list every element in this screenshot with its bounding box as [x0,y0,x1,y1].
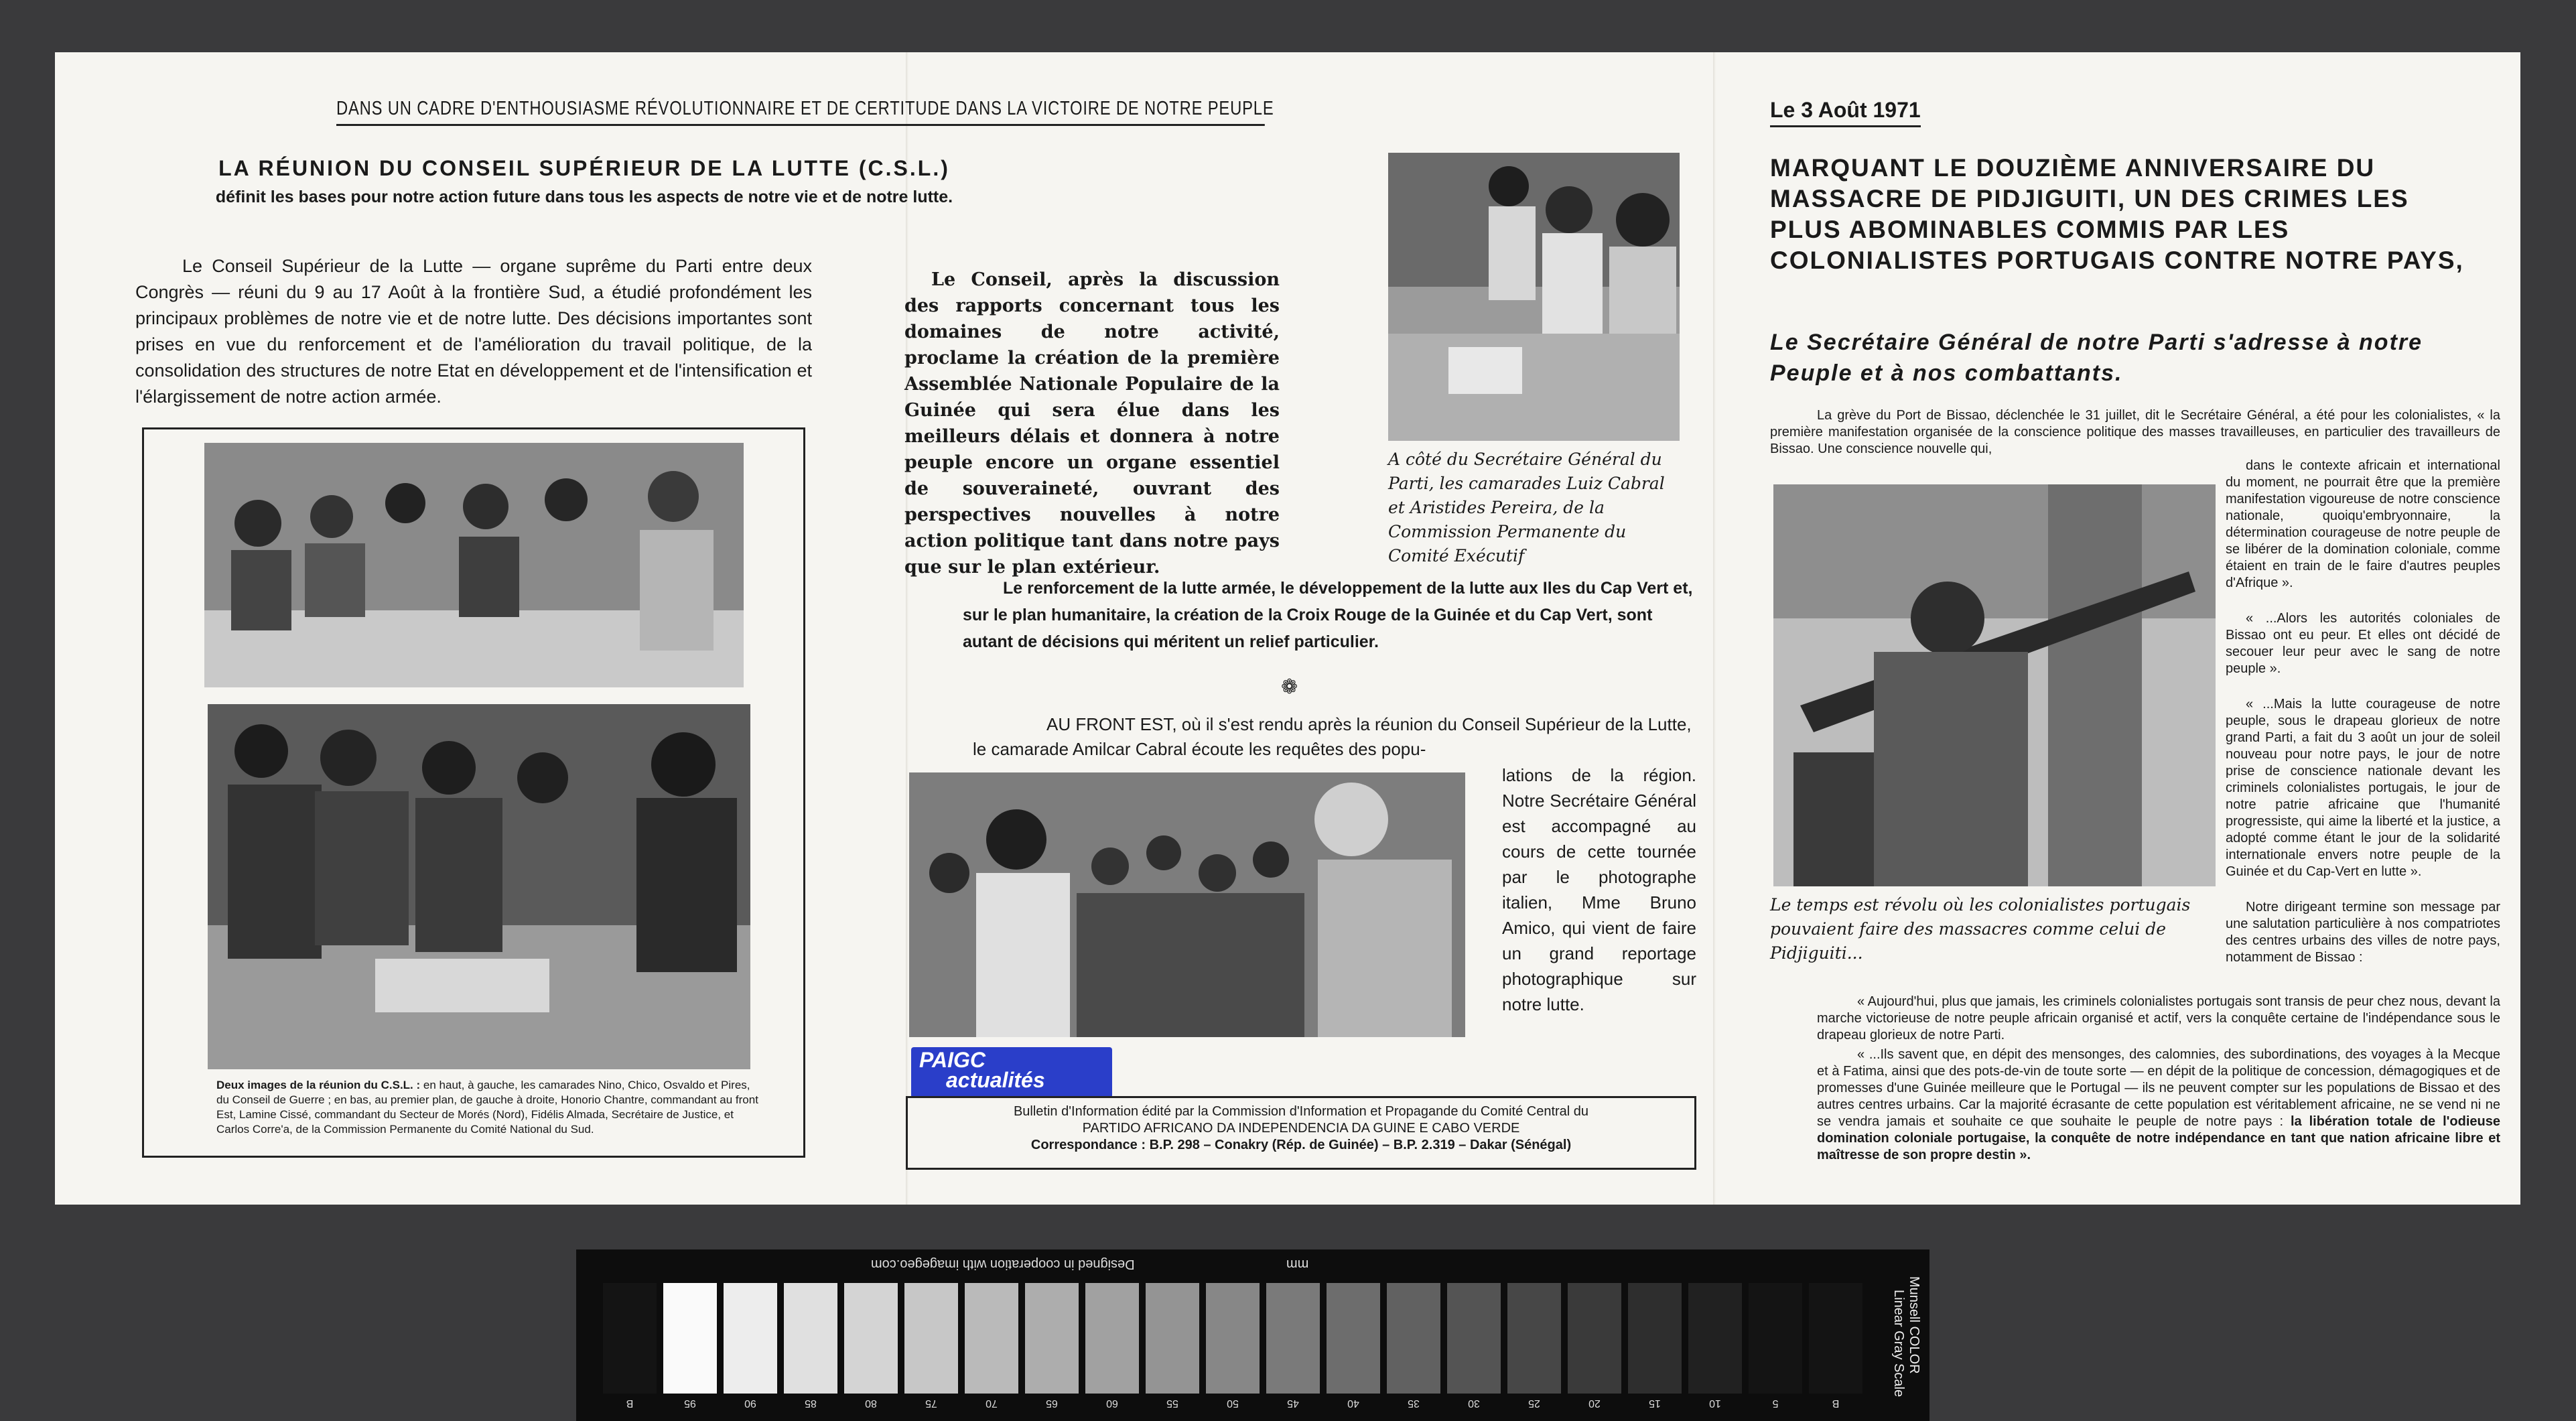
gray-scale-credit: Designed in cooperation with imagegeo.com [871,1257,1135,1272]
gray-swatch [1568,1283,1621,1394]
gray-swatch [1809,1283,1862,1394]
gray-scale-label: 65 [1046,1398,1058,1409]
photo-caption-left [216,1078,759,1137]
article-title: LA RÉUNION DU CONSEIL SUPÉRIEUR DE LA LUTTE (C.S.L.) [218,156,950,180]
fold-line [1713,52,1716,1205]
front-est-photo [909,772,1465,1037]
banner-heading: DANS UN CADRE D'ENTHOUSIASME RÉVOLUTIONNAIRE ET DE CERTITUDE DANS LA VICTOIRE DE NOTRE PEUPLE [336,98,1265,126]
gray-swatch [603,1283,657,1394]
ornament-icon: ❁ [1281,675,1298,699]
gray-swatch [1146,1283,1199,1394]
fold-line [906,52,908,1205]
gray-scale-label: 95 [684,1398,696,1409]
combatant-photo [1773,484,2216,886]
right-column-p3: « ...Mais la lutte courageuse de notre peuple, sous le drapeau glorieux de notre grand Parti, a fait du 3 août un jour de soleil nouveau pour notre pays, le jour de notre prise de conscience nationale devant les criminels colonialistes portugais, le jour de notre patrie africaine que l'humanité progressiste, qui aime la liberté et la justice, a adopté comme étant le jour de la solidarité internationale envers notre peuple de la Guinée et du Cap-Vert en lutte ». [2226,697,2500,879]
gray-swatch [663,1283,717,1394]
quote-2 [1817,1046,2500,1164]
gray-swatch [965,1283,1018,1394]
gray-scale-label: 5 [1772,1398,1779,1409]
right-column-p2: « ...Alors les autorités coloniales de Bissao ont eu peur. Et elles ont décidé de secouer leur peur avec le sang de notre peuple ». [2226,611,2500,676]
secretary-photo-caption: A côté du Secrétaire Général du Parti, les camarades Luiz Cabral et Aristides Pereira, de la Commission Permanente du Comité Exécutif [1388,450,1665,565]
gray-swatch [1688,1283,1742,1394]
gray-scale-label: 75 [925,1398,937,1409]
gray-scale-label: 20 [1588,1398,1601,1409]
munsell-brand-name: Munsell COLOR [1907,1276,1921,1374]
article-date: Le 3 Août 1971 [1770,98,1921,127]
photo-frame [142,427,805,1158]
caption-body: en haut, à gauche, les camarades Nino, Chico, Osvaldo et Pires, du Conseil de Guerre ; en bas, au premier plan, de gauche à droite, Honorio Chantre, commandant au front Est, Lamine Cissé, commandant du Secteur de Morés (Nord), Fidélis Almada, Secrétaire de Justice, et Carlos Corre'a, de la Commission Permanente du Comité National du Sud. [216,1079,758,1136]
gray-scale-label: 60 [1106,1398,1118,1409]
intro-paragraph: Le Conseil Supérieur de la Lutte — organe suprême du Parti entre deux Congrès — réuni du 9 au 17 Août à la frontière Sud, a étudié profondément les principaux problèmes de notre vie et de notre lutte. Des décisions importantes sont prises en vue du renforcement et de l'amélioration du travail politique, de la consolidation des structures de notre Etat en développement et de l'intensification et l'élargissement de notre action armée. [135,256,812,407]
gray-scale-unit: mm [1286,1257,1309,1272]
munsell-brand [1881,1276,1921,1410]
gray-swatch [1507,1283,1561,1394]
gray-scale-label: 25 [1528,1398,1540,1409]
meeting-photo-top [204,443,744,687]
quote-1: « Aujourd'hui, plus que jamais, les criminels colonialistes portugais sont transis de peur chez nous, devant la marche victorieuse de notre peuple africain organisé et actif, vers la conquête certaine de l'indépendance sous le drapeau glorieux de notre Parti. [1817,994,2500,1042]
bulletin-line2: PARTIDO AFRICANO DA INDEPENDENCIA DA GUINE E CABO VERDE [1082,1121,1520,1136]
document-page [55,52,2520,1205]
gray-swatch [784,1283,837,1394]
combatant-photo-caption: Le temps est révolu où les colonialistes portugais pouvaient faire des massacres comme celui de Pidjiguiti... [1770,895,2191,963]
gray-swatch [1749,1283,1802,1394]
gray-swatch [1085,1283,1139,1394]
gray-scale-labels [603,1397,1862,1409]
right-column-p1: dans le contexte africain et international du moment, ne pourrait être que la première manifestation vigoureuse de notre conscience nationale, quoiqu'embryonnaire, la détermination courageuse de notre peuple de se libérer de la domination coloniale, comme étaient en train de le faire d'autres peuples d'Afrique ». [2226,458,2500,590]
gray-swatch [1206,1283,1260,1394]
secretary-photo [1388,153,1680,441]
article-subtitle: définit les bases pour notre action future dans tous les aspects de notre vie et de notre lutte. [215,188,953,206]
gray-scale-label: 55 [1166,1398,1178,1409]
gray-scale-label: 85 [805,1398,817,1409]
gray-scale-label: B [1832,1398,1840,1409]
gray-scale-label: 45 [1287,1398,1299,1409]
gray-scale-label: 70 [986,1398,998,1409]
munsell-product: Linear Gray Scale [1891,1290,1906,1398]
paigc-logo [911,1047,1112,1098]
gray-swatch [724,1283,777,1394]
gray-swatch [1387,1283,1440,1394]
gray-swatch [1447,1283,1501,1394]
caption-lead: Deux images de la réunion du C.S.L. : [216,1079,421,1091]
right-article-title: MARQUANT LE DOUZIÈME ANNIVERSAIRE DU MASSACRE DE PIDJIGUITI, UN DES CRIMES LES PLUS ABOMINABLES COMMIS PAR LES COLONIALISTES PORTUGAIS CONTRE NOTRE PAYS, [1770,154,2464,274]
gray-swatches [603,1283,1862,1394]
gray-swatch [1025,1283,1079,1394]
gray-scale-label: 80 [865,1398,877,1409]
gray-scale-label: 90 [744,1398,756,1409]
bulletin-line1: Bulletin d'Information édité par la Commission d'Information et Propagande du Comité Central du [1013,1104,1589,1119]
gray-scale-label: 15 [1649,1398,1661,1409]
quote-2-bold: la libération totale de l'odieuse domination coloniale portugaise, la conquête de notre indépendance en tant que nation africaine libre et maîtresse de son propre destin ». [1817,1114,2501,1162]
conseil-paragraph: Le Conseil, après la discussion des rapports concernant tous les domaines de notre activité, proclame la création de la première Assemblée Nationale Populaire de la Guinée qui sera élue dans les meilleurs délais et donnera à notre peuple encore un organe essentiel de souveraineté, ouvrant des perspectives nouvelles à notre action politique tant dans notre pays que sur le plan extérieur. [904,269,1280,578]
gray-scale-label: 30 [1468,1398,1480,1409]
right-paragraph-1: La grève du Port de Bissao, déclenchée le 31 juillet, dit le Secrétaire Général, a été pour les colonialistes, « la première manifestation organisée de la conscience politique des masses travailleuses, en particulier des travailleurs de Bissao. Une conscience nouvelle qui, [1770,408,2500,456]
right-article-subtitle: Le Secrétaire Général de notre Parti s'adresse à notre Peuple et à nos combattants. [1770,330,2423,386]
quote-2-text: « ...Ils savent que, en dépit des mensonges, des calomnies, des subordinations, des voyages à la Mecque et à Fatima, ainsi que des pots-de-vin de toute sorte — en dépit de la politique de concession, démagogiques et de promesses d'une Guinée meilleure que le Portugal — ils ne peuvent compter sur les populations de Bissao et des autres centres urbains. Car la majorité écrasante de cette population est véritablement africaine, ne se vend ni ne se vendra jamais et souhaite ce que souhaite le peuple de notre pays : [1817,1047,2500,1129]
right-column-p4: Notre dirigeant termine son message par une salutation particulière à nos compatriotes des centres urbains des villes de notre pays, notamment de Bissao : [2226,900,2500,965]
logo-top: PAIGC [919,1048,986,1072]
gray-scale-header [603,1249,1862,1276]
gray-scale-label: 35 [1408,1398,1420,1409]
right-column [2226,458,2500,985]
right-quote-block [1817,994,2500,1166]
gray-scale-label: 40 [1347,1398,1359,1409]
gray-swatch [904,1283,958,1394]
front-est-column: lations de la région. Notre Secrétaire Général est accompagné au cours de cette tournée par le photographe italien, Mme Bruno Amico, qui vient de faire un grand reportage photographique sur notre lutte. [1502,765,1696,1014]
gray-swatch [1327,1283,1380,1394]
gray-scale-label: B [626,1398,634,1409]
gray-scale-card [576,1249,1929,1421]
gray-swatch [844,1283,898,1394]
gray-swatch [1266,1283,1320,1394]
gray-scale-label: 50 [1227,1398,1239,1409]
meeting-photo-bottom [208,704,750,1069]
front-est-paragraph: AU FRONT EST, où il s'est rendu après la réunion du Conseil Supérieur de la Lutte, le camarade Amilcar Cabral écoute les requêtes des popu- [973,714,1692,759]
bulletin-correspondance: Correspondance : B.P. 298 – Conakry (Rép. de Guinée) – B.P. 2.319 – Dakar (Sénégal) [1030,1138,1572,1152]
gray-scale-label: 10 [1709,1398,1721,1409]
renforcement-paragraph: Le renforcement de la lutte armée, le développement de la lutte aux Iles du Cap Vert et, sur le plan humanitaire, la création de la Croix Rouge de la Guinée et du Cap Vert, sont autant de décisions qui méritent un relief particulier. [963,579,1693,651]
bulletin-box [906,1096,1696,1170]
logo-bottom: actualités [946,1068,1045,1092]
gray-swatch [1628,1283,1682,1394]
